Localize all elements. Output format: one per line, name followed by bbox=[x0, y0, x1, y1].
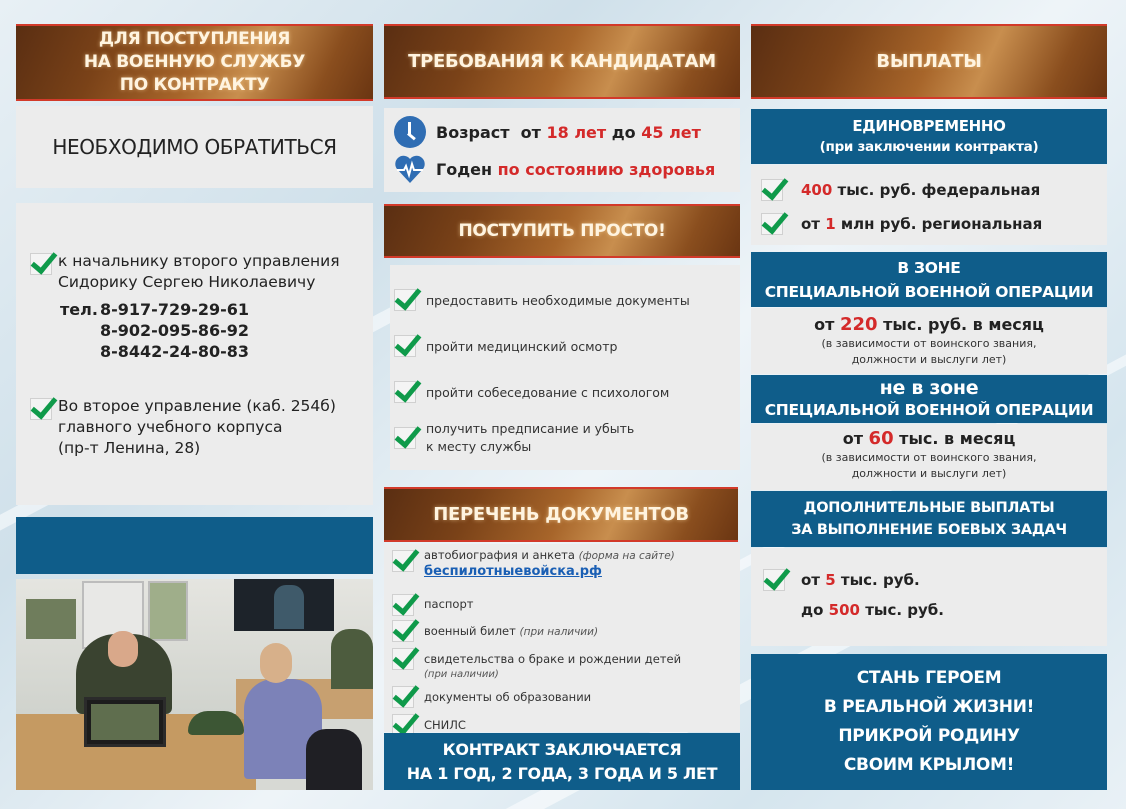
payment-amount: 1 bbox=[825, 215, 836, 233]
extra-from bbox=[763, 566, 1107, 594]
checkmark-icon bbox=[394, 289, 416, 311]
payment-suffix: млн руб. региональная bbox=[835, 215, 1043, 233]
slogan-line: СВОИМ КРЫЛОМ! bbox=[843, 755, 1015, 775]
extra-suffix: тыс. руб. bbox=[835, 571, 920, 589]
nonzone-salary bbox=[751, 428, 1107, 450]
steps-header bbox=[384, 204, 740, 258]
checkmark-icon bbox=[394, 335, 416, 357]
phone-number[interactable]: 8-917-729-29-61 bbox=[100, 300, 250, 319]
payment-item bbox=[761, 207, 1107, 241]
salary-note: должности и выслуги лет) bbox=[851, 467, 1007, 480]
document-text: паспорт bbox=[424, 597, 474, 611]
payment-item bbox=[761, 173, 1107, 207]
header-line: ПО КОНТРАКТУ bbox=[119, 75, 270, 95]
header-text: ПЕРЕЧЕНЬ ДОКУМЕНТОВ bbox=[433, 504, 689, 525]
health-requirement bbox=[394, 154, 740, 184]
checkmark-icon bbox=[392, 550, 414, 572]
step-item bbox=[394, 369, 740, 415]
document-text: свидетельства о браке и рождении детей bbox=[424, 652, 682, 666]
health-value: по состоянию здоровья bbox=[497, 159, 716, 179]
recruitment-office-photo bbox=[16, 579, 373, 790]
slogan-line: В РЕАЛЬНОЙ ЖИЗНИ! bbox=[823, 697, 1035, 717]
age-max: 45 лет bbox=[641, 122, 701, 142]
documents-header bbox=[384, 487, 738, 542]
zone-salary bbox=[751, 314, 1107, 336]
lump-subtitle: (при заключении контракта) bbox=[819, 138, 1039, 155]
photo-tv-screen bbox=[234, 579, 334, 631]
age-min: 18 лет bbox=[546, 122, 607, 142]
step-text: предоставить необходимые документы bbox=[426, 292, 690, 308]
checkmark-icon bbox=[394, 427, 416, 449]
age-label: Возраст bbox=[436, 122, 510, 142]
zone-title: В ЗОНЕ bbox=[897, 258, 961, 277]
checkmark-icon bbox=[30, 253, 52, 275]
steps-panel bbox=[390, 265, 740, 470]
age-to: до bbox=[611, 122, 636, 142]
extra-to bbox=[801, 598, 1107, 622]
step-text: получить предписание и убыть bbox=[426, 421, 635, 436]
salary-note: должности и выслуги лет) bbox=[851, 353, 1007, 366]
contract-service-header bbox=[16, 24, 373, 101]
photo-laptop bbox=[84, 697, 166, 747]
requirements-panel bbox=[384, 108, 740, 192]
document-note: (форма на сайте) bbox=[578, 550, 675, 562]
contact-info-panel bbox=[16, 203, 373, 505]
step-text: пройти медицинский осмотр bbox=[426, 338, 618, 354]
extra-prefix: от bbox=[801, 571, 826, 589]
lump-sum-panel bbox=[751, 165, 1107, 245]
document-item bbox=[392, 686, 740, 714]
age-from: от bbox=[520, 122, 541, 142]
step-text: к месту службы bbox=[426, 439, 532, 454]
step-item bbox=[394, 277, 740, 323]
extra-prefix: до bbox=[801, 601, 829, 619]
documents-panel bbox=[384, 544, 740, 732]
photo-candidate-head bbox=[260, 643, 292, 683]
age-requirement bbox=[394, 116, 740, 148]
phone-number[interactable]: 8-902-095-86-92 bbox=[100, 321, 250, 340]
salary-prefix: от bbox=[814, 315, 840, 334]
photo-tv-figure bbox=[274, 585, 304, 629]
photo-person bbox=[331, 629, 373, 689]
salary-note: (в зависимости от воинского звания, bbox=[821, 451, 1037, 464]
payment-amount: 400 bbox=[801, 181, 833, 199]
contact-subtitle: НЕОБХОДИМО ОБРАТИТЬСЯ bbox=[52, 135, 337, 159]
zone-panel bbox=[751, 308, 1107, 374]
checkmark-icon bbox=[392, 594, 414, 616]
clock-icon bbox=[394, 116, 426, 148]
nonzone-title: не в зоне bbox=[879, 377, 979, 399]
phone-block bbox=[60, 299, 359, 362]
contract-terms-bar bbox=[384, 733, 740, 790]
extra-amount: 5 bbox=[825, 571, 836, 589]
salary-note: (в зависимости от воинского звания, bbox=[821, 337, 1037, 350]
slogan-line: ПРИКРОЙ РОДИНУ bbox=[838, 726, 1020, 746]
requirements-header bbox=[384, 24, 740, 99]
document-text: военный билет bbox=[424, 624, 516, 638]
salary-amount: 220 bbox=[839, 314, 878, 335]
photo-poster bbox=[148, 581, 188, 641]
contact-line: к начальнику второго управления bbox=[58, 252, 340, 270]
nonzone-panel bbox=[751, 424, 1107, 490]
step-item bbox=[394, 323, 740, 369]
checkmark-icon bbox=[392, 648, 414, 670]
salary-suffix: тыс. в месяц bbox=[893, 429, 1016, 448]
document-note: (при наличии) bbox=[424, 669, 499, 680]
payments-header bbox=[751, 24, 1107, 99]
header-line: ДЛЯ ПОСТУПЛЕНИЯ bbox=[98, 29, 291, 49]
checkmark-icon bbox=[763, 569, 785, 591]
heart-pulse-icon bbox=[394, 154, 426, 184]
checkmark-icon bbox=[392, 620, 414, 642]
address-line: (пр-т Ленина, 28) bbox=[58, 439, 201, 457]
tel-label: тел. bbox=[60, 300, 98, 319]
salary-prefix: от bbox=[842, 429, 869, 448]
health-label: Годен bbox=[436, 159, 493, 179]
nonzone-bar bbox=[751, 375, 1107, 423]
zone-title: СПЕЦИАЛЬНОЙ ВОЕННОЙ ОПЕРАЦИИ bbox=[764, 282, 1094, 301]
document-note: (при наличии) bbox=[519, 626, 599, 638]
extra-payments-bar bbox=[751, 491, 1107, 547]
address-item bbox=[30, 396, 359, 459]
header-text: ТРЕБОВАНИЯ К КАНДИДАТАМ bbox=[408, 51, 716, 72]
contact-name: Сидорику Сергею Николаевичу bbox=[58, 273, 316, 291]
blue-band bbox=[16, 517, 373, 574]
extra-title: ДОПОЛНИТЕЛЬНЫЕ ВЫПЛАТЫ bbox=[803, 500, 1055, 516]
step-item bbox=[394, 415, 740, 461]
contact-subtitle-panel bbox=[16, 106, 373, 188]
header-text: ВЫПЛАТЫ bbox=[876, 51, 982, 72]
slogan-bar bbox=[751, 654, 1107, 790]
payment-suffix: тыс. руб. федеральная bbox=[832, 181, 1041, 199]
header-text: ПОСТУПИТЬ ПРОСТО! bbox=[458, 221, 666, 241]
lump-title: ЕДИНОВРЕМЕННО bbox=[852, 116, 1006, 135]
photo-cap bbox=[188, 711, 244, 735]
document-item bbox=[392, 620, 740, 648]
lump-sum-bar bbox=[751, 109, 1107, 164]
step-text: пройти собеседование с психологом bbox=[426, 384, 670, 400]
photo-officer-head bbox=[108, 631, 138, 667]
checkmark-icon bbox=[761, 179, 783, 201]
extra-suffix: тыс. руб. bbox=[859, 601, 944, 619]
payment-prefix: от bbox=[801, 215, 826, 233]
salary-amount: 60 bbox=[868, 428, 894, 449]
photo-laptop-screen bbox=[91, 704, 159, 740]
extra-amount: 500 bbox=[828, 601, 860, 619]
address-line: Во второе управление (каб. 254б) bbox=[58, 397, 336, 415]
phone-number[interactable]: 8-8442-24-80-83 bbox=[100, 342, 250, 361]
checkmark-icon bbox=[30, 398, 52, 420]
extra-payments-panel bbox=[751, 548, 1107, 646]
checkmark-icon bbox=[392, 686, 414, 708]
contact-person-item bbox=[30, 251, 359, 293]
contract-line: НА 1 ГОД, 2 ГОДА, 3 ГОДА И 5 ЛЕТ bbox=[406, 763, 718, 783]
checkmark-icon bbox=[761, 213, 783, 235]
document-item bbox=[392, 548, 740, 594]
address-line: главного учебного корпуса bbox=[58, 418, 283, 436]
document-item bbox=[392, 594, 740, 620]
nonzone-title: СПЕЦИАЛЬНОЙ ВОЕННОЙ ОПЕРАЦИИ bbox=[764, 401, 1094, 419]
checkmark-icon bbox=[394, 381, 416, 403]
contract-line: КОНТРАКТ ЗАКЛЮЧАЕТСЯ bbox=[442, 739, 682, 759]
website-link[interactable]: беспилотныевойска.рф bbox=[424, 564, 602, 579]
extra-title: ЗА ВЫПОЛНЕНИЕ БОЕВЫХ ЗАДАЧ bbox=[791, 522, 1067, 538]
document-text: автобиография и анкета bbox=[424, 548, 575, 562]
photo-poster bbox=[26, 599, 76, 639]
photo-chair bbox=[306, 729, 362, 790]
header-line: НА ВОЕННУЮ СЛУЖБУ bbox=[83, 52, 306, 72]
zone-bar bbox=[751, 252, 1107, 307]
document-text: документы об образовании bbox=[424, 690, 592, 704]
document-text: СНИЛС bbox=[424, 718, 466, 732]
salary-suffix: тыс. руб. в месяц bbox=[877, 315, 1044, 334]
slogan-line: СТАНЬ ГЕРОЕМ bbox=[856, 668, 1002, 688]
document-item bbox=[392, 648, 740, 686]
